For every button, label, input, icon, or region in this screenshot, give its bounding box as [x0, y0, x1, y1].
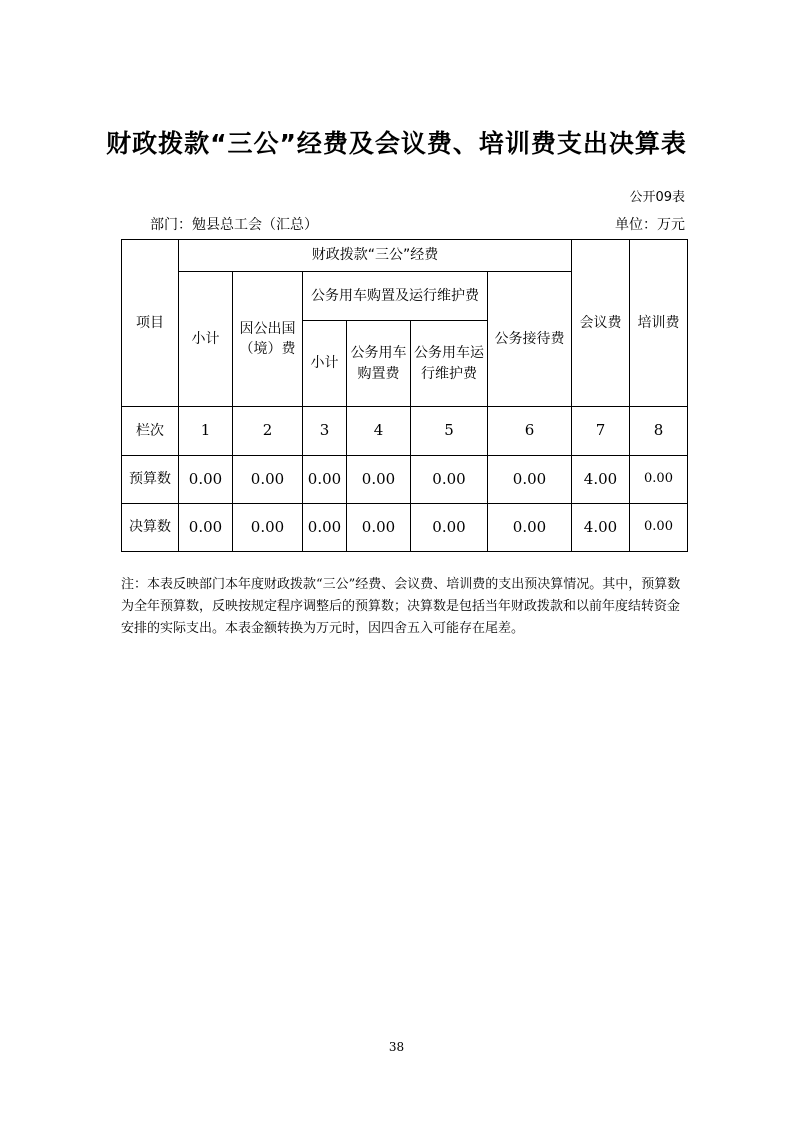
table-cell: 8: [630, 407, 688, 456]
header-training: 培训费: [630, 240, 688, 407]
table-cell: 5: [411, 407, 488, 456]
row-label: 栏次: [122, 407, 179, 456]
table-cell: 0.00: [488, 504, 572, 552]
header-three-public-group: 财政拨款“三公”经费: [179, 240, 572, 272]
header-vehicle-subtotal: 小计: [303, 321, 347, 407]
row-label: 预算数: [122, 456, 179, 504]
page-title: 财政拨款“三公”经费及会议费、培训费支出决算表: [106, 129, 687, 158]
table-cell: 1: [179, 407, 233, 456]
footnote: 注：本表反映部门本年度财政拨款“三公”经费、会议费、培训费的支出预决算情况。其中，预算数为全年预算数，反映按规定程序调整后的预算数；决算数是包括当年财政拨款和以前年度结转资金安排的实际支出。本表金额转换为万元时，因四舍五入可能存在尾差。: [121, 577, 681, 636]
table-cell: 7: [572, 407, 630, 456]
table-cell: 0.00: [179, 504, 233, 552]
table-cell: 0.00: [233, 504, 303, 552]
header-vehicle-operation: 公务用车运行维护费: [411, 321, 488, 407]
header-vehicle-group: 公务用车购置及运行维护费: [303, 272, 488, 321]
table-cell: 4.00: [572, 504, 630, 552]
table-cell: 0.00: [630, 456, 688, 504]
header-meeting: 会议费: [572, 240, 630, 407]
table-cell: 4: [347, 407, 411, 456]
table-cell: 0.00: [411, 504, 488, 552]
table-cell: 0.00: [303, 504, 347, 552]
unit-label: 单位：万元: [615, 217, 685, 233]
table-cell: 0.00: [411, 456, 488, 504]
table-cell: 0.00: [630, 504, 688, 552]
table-cell: 4.00: [572, 456, 630, 504]
table-cell: 0.00: [347, 504, 411, 552]
department-label: 部门：勉县总工会（汇总）: [150, 217, 318, 233]
table-cell: 3: [303, 407, 347, 456]
header-item: 项目: [122, 240, 179, 407]
row-label: 决算数: [122, 504, 179, 552]
form-code: 公开09表: [629, 190, 685, 205]
header-overseas: 因公出国（境）费: [233, 272, 303, 407]
table-cell: 2: [233, 407, 303, 456]
header-subtotal: 小计: [179, 272, 233, 407]
table-cell: 0.00: [488, 456, 572, 504]
table-cell: 6: [488, 407, 572, 456]
table-row: [122, 504, 688, 552]
header-reception: 公务接待费: [488, 272, 572, 407]
table-cell: 0.00: [347, 456, 411, 504]
table-cell: 0.00: [233, 456, 303, 504]
header-vehicle-purchase: 公务用车购置费: [347, 321, 411, 407]
page-number: 38: [388, 1040, 405, 1054]
table-row: [122, 456, 688, 504]
table-cell: 0.00: [303, 456, 347, 504]
table-cell: 0.00: [179, 456, 233, 504]
expenditure-table: [121, 239, 688, 552]
table-row: [122, 407, 688, 456]
